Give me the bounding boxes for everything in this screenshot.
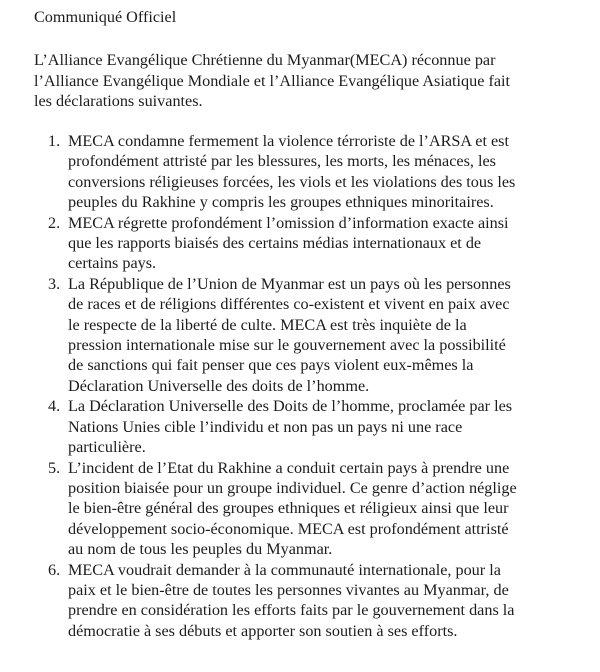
item-text <box>68 560 588 642</box>
item-line: de races et de réligions différentes co-existent et vivent en paix avec <box>68 295 510 314</box>
item-line: profondément attristé par les blessures, les morts, les ménaces, les <box>68 152 496 171</box>
item-number: 1. <box>48 132 61 150</box>
item-line: Déclaration Universelle des doits de l’homme. <box>68 376 370 395</box>
item-line: MECA régrette profondément l’omission d’information exacte ainsi <box>68 213 509 232</box>
declaration-item-4 <box>48 396 588 457</box>
intro-line: L’Alliance Evangélique Chrétienne du Myanmar(MECA) réconnue par <box>34 51 496 69</box>
item-line: démocratie à ses débuts et apporter son soutien à ses efforts. <box>68 621 458 640</box>
item-number: 4. <box>48 397 61 416</box>
item-number: 6. <box>48 560 61 579</box>
declaration-list <box>48 131 588 641</box>
item-line: au nom de tous les peuples du Myanmar. <box>68 540 333 559</box>
item-line: de sanctions qui fait penser que ces pays violent eux-mêmes la <box>68 356 474 375</box>
item-number: 5. <box>48 458 61 477</box>
intro-line: l’Alliance Evangélique Mondiale et l’Alliance Evangélique Asiatique fait <box>34 71 511 90</box>
declaration-item-1 <box>48 131 588 213</box>
item-line: peuples du Rakhine y compris les groupes ethniques minoritaires. <box>68 193 494 212</box>
item-line: L’incident de l’Etat du Rakhine a conduit certain pays à prendre une <box>68 458 510 477</box>
item-line: certains pays. <box>68 254 157 273</box>
item-text <box>68 131 588 213</box>
item-line: que les rapports biaisés des certains médias internationaux et de <box>68 234 482 253</box>
item-line: paix et le bien-être de toutes les personnes vivantes au Myanmar, de <box>68 580 509 599</box>
item-line: prendre en considération les efforts faits par le gouvernement dans la <box>68 601 515 620</box>
item-number: 2. <box>48 213 61 232</box>
intro-line: les déclarations suivantes. <box>34 92 203 110</box>
declaration-item-2 <box>48 213 588 274</box>
item-line: le respecte de la liberté de culte. MECA est très inquiète de la <box>68 315 467 334</box>
item-line: le bien-être général des groupes ethniques et réligieux ainsi que leur <box>68 499 509 518</box>
document-title: Communiqué Officiel <box>34 8 177 26</box>
item-line: MECA voudrait demander à la communauté internationale, pour la <box>68 560 501 579</box>
item-line: développement socio-économique. MECA est profondément attristé <box>68 519 509 538</box>
item-line: pression internationale mise sur le gouvernement avec la possibilité <box>68 336 506 355</box>
item-text <box>68 274 588 396</box>
declaration-item-3 <box>48 274 588 396</box>
item-line: MECA condamne fermement la violence térroriste de l’ARSA et est <box>68 132 509 150</box>
item-line: La République de l’Union de Myanmar est un pays où les personnes <box>68 274 511 293</box>
item-text <box>68 213 588 274</box>
item-line: La Déclaration Universelle des Doits de l’homme, proclamée par les <box>68 397 513 416</box>
item-line: conversions réligieuses forcées, les viols et les violations des tous les <box>68 172 516 191</box>
item-number: 3. <box>48 274 61 293</box>
item-line: position biaisée pour un groupe individuel. Ce genre d’action néglige <box>68 478 517 497</box>
item-line: particulière. <box>68 438 146 457</box>
declaration-item-6 <box>48 560 588 642</box>
declaration-item-5 <box>48 458 588 560</box>
item-text <box>68 396 588 457</box>
intro-paragraph <box>34 50 579 112</box>
item-line: Nations Unies cible l’individu et non pas un pays ni une race <box>68 417 463 436</box>
item-text <box>68 458 588 560</box>
